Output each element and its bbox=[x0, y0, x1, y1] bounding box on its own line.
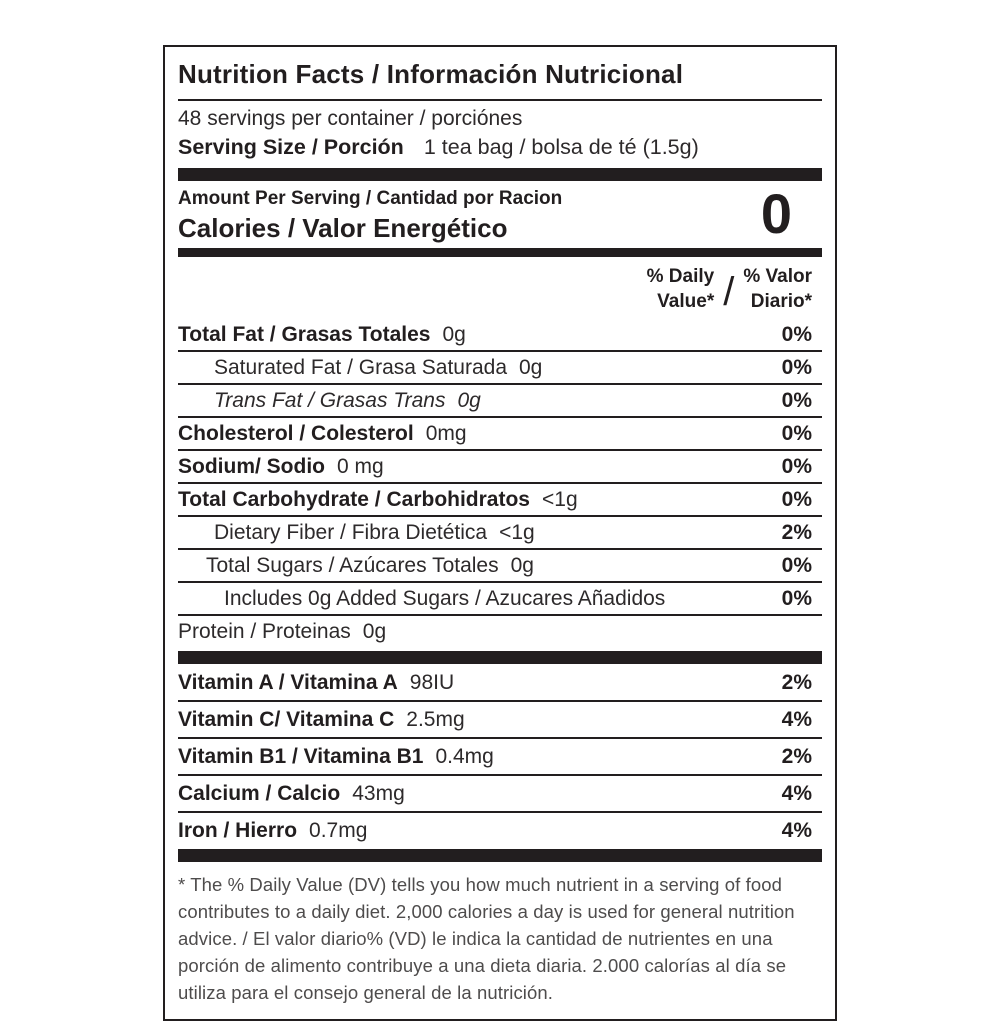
nutrient-daily-value: 0% bbox=[781, 554, 812, 578]
nutrient-row-total-fat bbox=[178, 319, 822, 352]
nutrient-name: Trans Fat / Grasas Trans bbox=[214, 389, 446, 413]
nutrient-name: Total Fat / Grasas Totales bbox=[178, 323, 431, 347]
section-divider-bar bbox=[178, 849, 822, 862]
slash-divider: / bbox=[723, 269, 735, 314]
label-title: Nutrition Facts / Información Nutricional bbox=[178, 53, 822, 101]
nutrient-row-cholesterol bbox=[178, 418, 822, 451]
nutrient-amount: 0g bbox=[519, 356, 543, 380]
nutrient-name: Includes 0g Added Sugars / Azucares Añadidos bbox=[224, 587, 666, 611]
daily-value-header bbox=[178, 259, 822, 319]
nutrient-amount: 0mg bbox=[425, 422, 467, 446]
calories-labels bbox=[178, 188, 562, 244]
section-divider-bar bbox=[178, 651, 822, 664]
nutrient-daily-value: 0% bbox=[781, 455, 812, 479]
nutrient-daily-value: 4% bbox=[781, 708, 812, 732]
daily-value-footnote: * The % Daily Value (DV) tells you how much nutrient in a serving of food contributes to a daily diet. 2,000 calories a day is used for general nutrition advice. / El valor diario% (VD) le indica la cantidad de nutrientes en una porción de alimento contribuye a una dieta diaria. 2.000 calorías al día se utiliza para el consejo general de la nutrición. bbox=[178, 874, 795, 1003]
nutrient-row-total-sugars bbox=[178, 550, 822, 583]
nutrient-daily-value: 0% bbox=[781, 356, 812, 380]
serving-size-row bbox=[178, 132, 822, 167]
nutrient-daily-value: 2% bbox=[781, 745, 812, 769]
nutrient-name: Calcium / Calcio bbox=[178, 782, 341, 806]
nutrient-daily-value: 0% bbox=[781, 422, 812, 446]
nutrient-name: Vitamin B1 / Vitamina B1 bbox=[178, 745, 424, 769]
nutrient-amount: 0g bbox=[442, 323, 466, 347]
nutrient-name: Saturated Fat / Grasa Saturada bbox=[214, 356, 507, 380]
nutrient-amount: 0g bbox=[457, 389, 481, 413]
section-divider-bar bbox=[178, 248, 822, 257]
nutrient-row-saturated-fat bbox=[178, 352, 822, 385]
nutrient-name: Iron / Hierro bbox=[178, 819, 298, 843]
daily-value-es-line2: Diario* bbox=[750, 290, 812, 312]
nutrient-daily-value: 0% bbox=[781, 587, 812, 611]
serving-size-value: 1 tea bag / bolsa de té (1.5g) bbox=[423, 135, 699, 159]
vitamin-row-iron bbox=[178, 813, 822, 848]
nutrient-amount: 43mg bbox=[352, 782, 405, 806]
daily-value-header-es bbox=[743, 265, 812, 314]
nutrient-daily-value: 0% bbox=[781, 389, 812, 413]
nutrient-amount: <1g bbox=[542, 488, 578, 512]
servings-per-container: 48 servings per container / porciónes bbox=[178, 107, 523, 130]
nutrient-amount: 2.5mg bbox=[406, 708, 465, 732]
calories-label: Calories / Valor Energético bbox=[178, 213, 508, 243]
vitamin-row-calcium bbox=[178, 776, 822, 813]
nutrient-name: Dietary Fiber / Fibra Dietética bbox=[214, 521, 488, 545]
nutrient-amount: 0g bbox=[510, 554, 534, 578]
nutrient-amount: 98IU bbox=[409, 671, 455, 695]
nutrient-row-total-carbohydrate bbox=[178, 484, 822, 517]
serving-size-label: Serving Size / Porción bbox=[178, 135, 404, 159]
nutrient-name: Total Carbohydrate / Carbohidratos bbox=[178, 488, 530, 512]
calories-value: 0 bbox=[760, 182, 792, 245]
nutrient-row-dietary-fiber bbox=[178, 517, 822, 550]
nutrient-amount: 0.4mg bbox=[435, 745, 494, 769]
amount-per-serving-label: Amount Per Serving / Cantidad por Racion bbox=[178, 188, 563, 209]
nutrient-amount: 0g bbox=[362, 620, 387, 644]
daily-value-en-line1: % Daily bbox=[646, 266, 715, 287]
daily-value-header-en bbox=[647, 265, 715, 314]
nutrient-amount: 0 mg bbox=[337, 455, 384, 479]
nutrition-facts-label bbox=[163, 45, 837, 1021]
nutrient-row-added-sugars bbox=[178, 583, 822, 616]
nutrient-daily-value: 4% bbox=[781, 819, 812, 843]
vitamin-row-vitamin-c bbox=[178, 702, 822, 739]
nutrient-name: Vitamin A / Vitamina A bbox=[178, 671, 398, 695]
nutrient-name: Protein / Proteinas bbox=[178, 620, 351, 644]
nutrient-daily-value: 2% bbox=[781, 671, 812, 695]
nutrient-name: Total Sugars / Azúcares Totales bbox=[206, 554, 499, 578]
section-divider-bar bbox=[178, 168, 822, 181]
nutrient-name: Vitamin C/ Vitamina C bbox=[178, 708, 395, 732]
nutrient-daily-value: 4% bbox=[781, 782, 812, 806]
nutrient-amount: 0.7mg bbox=[309, 819, 368, 843]
vitamin-row-vitamin-b1 bbox=[178, 739, 822, 776]
nutrient-daily-value: 0% bbox=[781, 323, 812, 347]
nutrient-amount: <1g bbox=[499, 521, 535, 545]
daily-value-en-line2: Value* bbox=[657, 290, 715, 312]
nutrient-name: Cholesterol / Colesterol bbox=[178, 422, 414, 446]
daily-value-es-line1: % Valor bbox=[743, 266, 812, 287]
nutrient-row-sodium bbox=[178, 451, 822, 484]
vitamin-row-vitamin-a bbox=[178, 665, 822, 702]
calories-section bbox=[178, 182, 822, 246]
nutrient-name: Sodium/ Sodio bbox=[178, 455, 325, 479]
nutrient-daily-value: 2% bbox=[781, 521, 812, 545]
nutrient-row-trans-fat bbox=[178, 385, 822, 418]
nutrient-daily-value: 0% bbox=[781, 488, 812, 512]
nutrient-row-protein bbox=[178, 616, 822, 650]
